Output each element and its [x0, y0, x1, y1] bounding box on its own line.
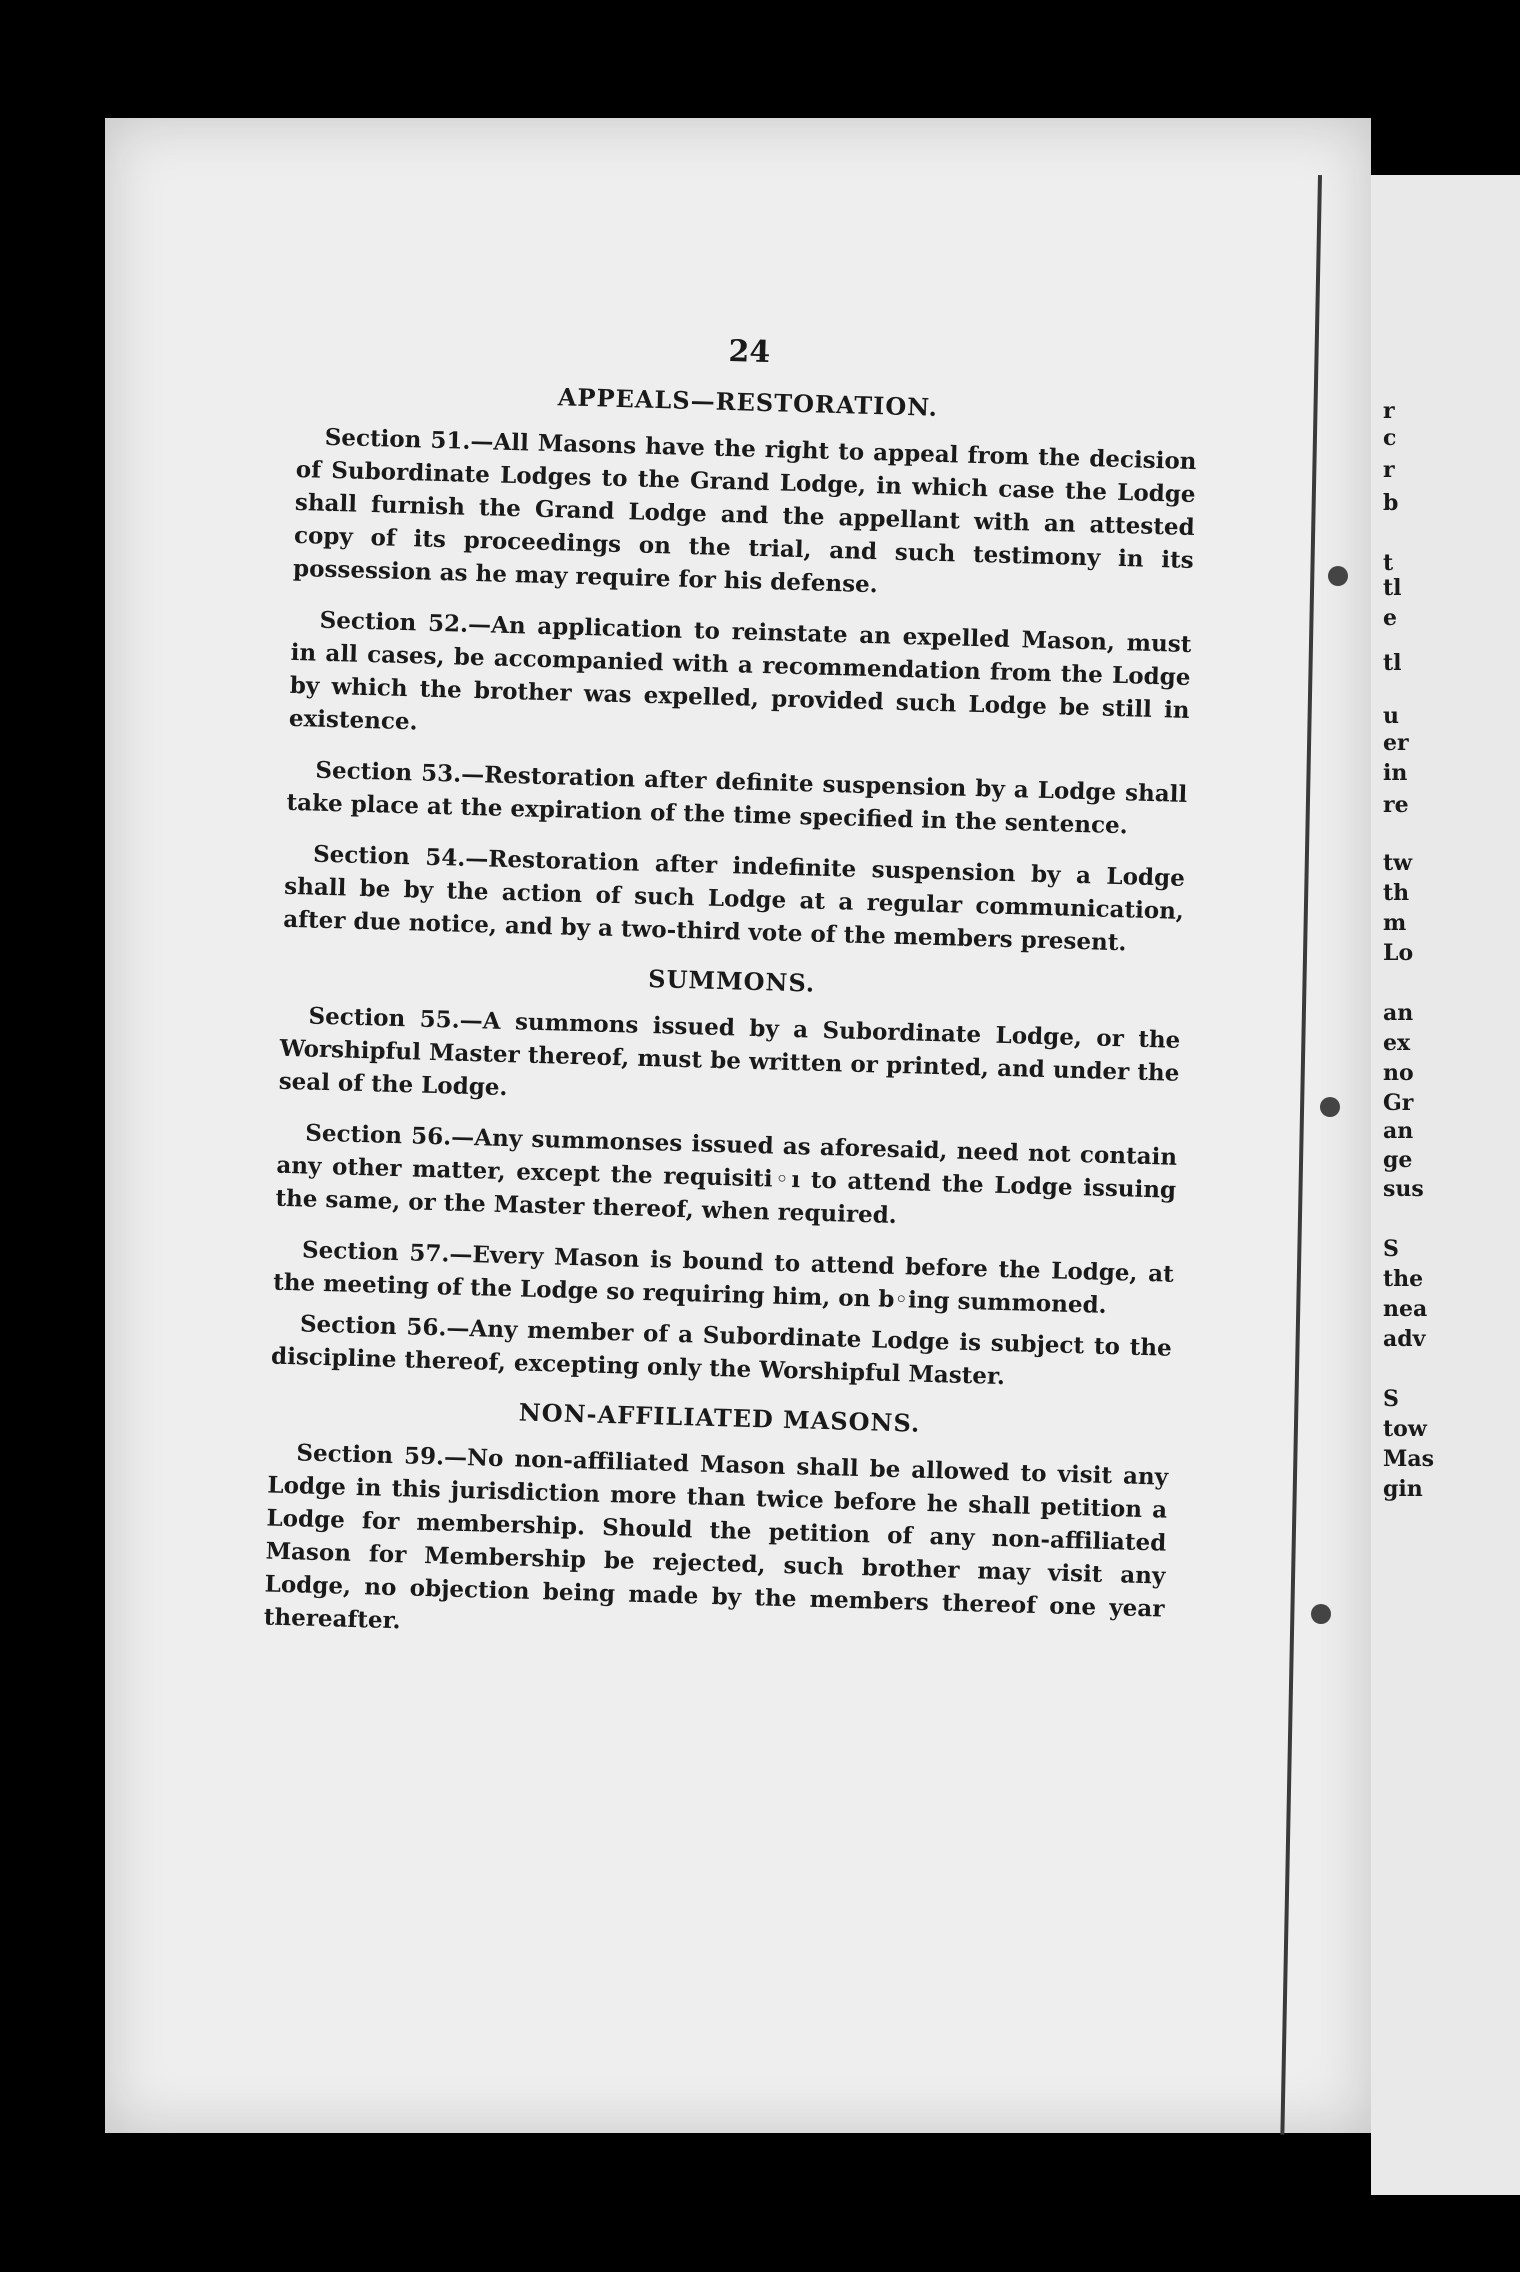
paragraph-section-56: Section 56.—Any summonses issued as aforesaid, need not contain any other matter, except the requisiti◦ı to attend the Lodge issuing the same, or the Master thereof, when required.	[275, 1119, 1178, 1230]
facing-page-fragment: in	[1383, 760, 1408, 786]
facing-page-fragment: the	[1383, 1266, 1424, 1292]
facing-page-fragment: sus	[1383, 1176, 1424, 1202]
paragraph-section-56-discipline: Section 56.—Any member of a Subordinate Lodge is subject to the discipline thereof, excepting only the Worshipful Master.	[270, 1310, 1173, 1391]
facing-page-fragment: adv	[1383, 1326, 1426, 1352]
facing-page-fragment: m	[1383, 910, 1407, 936]
facing-page-fragment: th	[1383, 880, 1410, 906]
facing-page-fragment: an	[1383, 1000, 1414, 1026]
paragraph-section-55: Section 55.—A summons issued by a Subordinate Lodge, or the Worshipful Master thereof, must be written or printed, and under the seal of the Lodge.	[278, 1002, 1181, 1102]
facing-page-fragment: Gr	[1383, 1090, 1414, 1116]
binding-thread-knot	[1320, 1097, 1340, 1117]
paragraph-section-59: Section 59.—No non-affiliated Mason shall be allowed to visit any Lodge in this jurisdiction more than twice before he shall petition a Lodge for membership. Should the petition of any non-affiliated Mason for Membership be rejected, such brother may visit any Lodge, no objection being made by the members thereof one year thereafter.	[263, 1439, 1169, 1635]
paragraph-section-53: Section 53.—Restoration after definite suspension by a Lodge shall take place at the expiration of the time specified in the sentence.	[286, 756, 1188, 840]
facing-page-fragment: an	[1383, 1118, 1414, 1144]
page-text	[263, 322, 1200, 1677]
section-heading-appeals: APPEALS—RESTORATION.	[557, 382, 939, 422]
facing-page-fragment: e	[1383, 605, 1397, 631]
facing-page-fragment: er	[1383, 730, 1409, 756]
facing-page-fragment: u	[1383, 703, 1399, 729]
facing-page-fragment: Mas	[1383, 1446, 1434, 1472]
facing-page-fragment: tl	[1383, 575, 1402, 601]
facing-page-fragment: c	[1383, 425, 1397, 451]
page-number: 24	[727, 333, 771, 371]
facing-page-fragment: tl	[1383, 650, 1402, 676]
facing-page-fragment: t	[1383, 550, 1394, 576]
facing-page-fragment: no	[1383, 1060, 1414, 1086]
binding-thread-knot	[1311, 1604, 1331, 1624]
paragraph-section-51: Section 51.—All Masons have the right to appeal from the decision of Subordinate Lodges to the Grand Lodge, in which case the Lodge shall furnish the Grand Lodge and the appellant with an attested copy of its proceedings on the trial, and such testimony in its possession as he may require for his defense.	[292, 423, 1197, 599]
facing-page-fragment: gin	[1383, 1476, 1423, 1502]
facing-page-fragment: tw	[1383, 850, 1413, 876]
facing-page-fragment: r	[1383, 398, 1395, 424]
facing-page-fragment: nea	[1383, 1296, 1428, 1322]
facing-page-fragment: r	[1383, 457, 1395, 483]
facing-page-fragment: re	[1383, 792, 1409, 818]
facing-page-fragment: tow	[1383, 1416, 1427, 1442]
binding-thread-knot	[1328, 566, 1348, 586]
facing-page-fragment: ge	[1383, 1147, 1413, 1173]
facing-page-fragment: b	[1383, 490, 1399, 516]
paragraph-section-57: Section 57.—Every Mason is bound to attend before the Lodge, at the meeting of the Lodge so requiring him, on b◦ing summoned.	[272, 1236, 1175, 1319]
section-heading-summons: SUMMONS.	[647, 963, 816, 998]
right-page-edge	[1371, 175, 1520, 2195]
facing-page-fragment: S	[1383, 1236, 1399, 1262]
facing-page-fragment: Lo	[1383, 940, 1414, 966]
section-heading-non-affiliated: NON-AFFILIATED MASONS.	[518, 1397, 921, 1438]
paragraph-section-52: Section 52.—An application to reinstate an expelled Mason, must in all cases, be accompanied with a recommendation from the Lodge by which the brother was expelled, provided such Lodge be still in existence.	[288, 606, 1192, 736]
facing-page-fragment: S	[1383, 1386, 1399, 1412]
facing-page-fragment: ex	[1383, 1030, 1411, 1056]
paragraph-section-54: Section 54.—Restoration after indefinite suspension by a Lodge shall be by the action of such Lodge at a regular communication, after due notice, and by a two-third vote of the members present.	[282, 840, 1186, 957]
